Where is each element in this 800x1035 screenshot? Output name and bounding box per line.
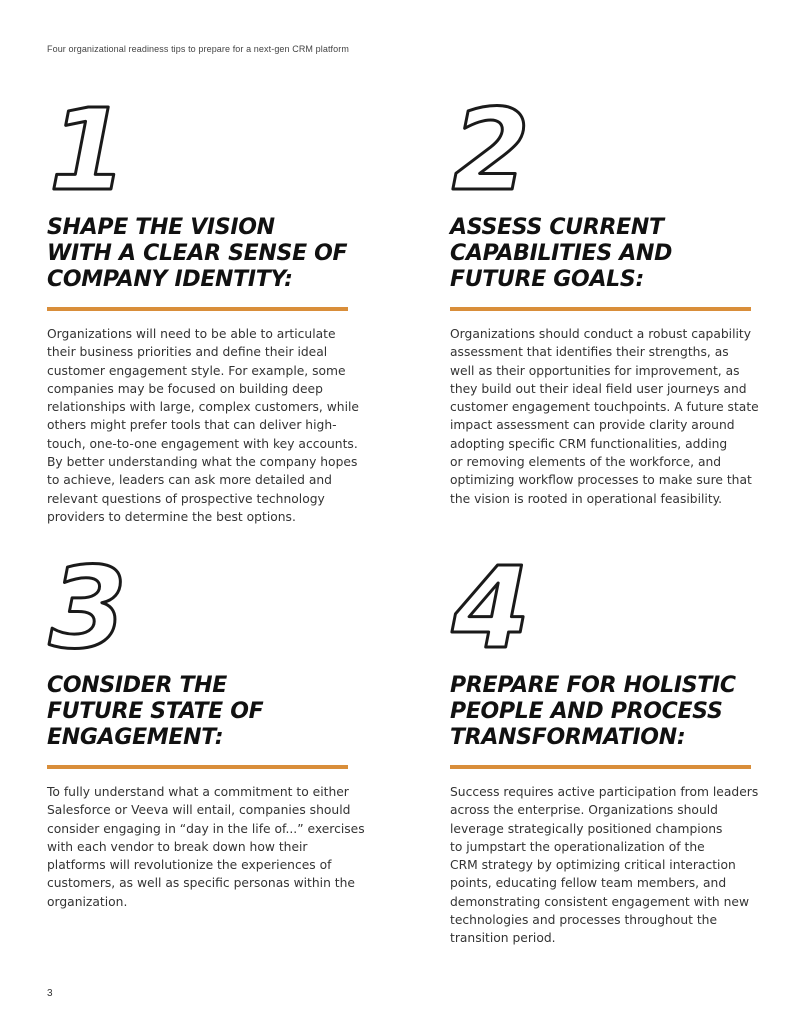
svg-text:3: 3: [49, 553, 127, 653]
tip-rule-4: [450, 765, 751, 769]
tip-number-4: [450, 553, 560, 653]
tip-body-2: Organizations should conduct a robust capability assessment that identifies their strengths, as well as their opportunities for improvement, as they build out their ideal field user journeys and customer engagement touchpoints. A future state impact assessment can provide clarity around adopting specific CRM functionalities, adding or removing elements of the workforce, and optimizing workflow processes to make sure that the vision is rooted in operational feasibility.: [450, 327, 759, 506]
tip-4: [450, 553, 759, 960]
running-header: Four organizational readiness tips to prepare for a next-gen CRM platform: [47, 44, 349, 54]
tip-number-2: [450, 95, 560, 195]
tip-heading-3: CONSIDER THE FUTURE STATE OF ENGAGEMENT:: [47, 673, 264, 750]
svg-text:1: 1: [49, 95, 127, 195]
tip-body-1: Organizations will need to be able to articulate their business priorities and define their ideal customer engagement style. For example, some companies may be focused on building deep relationships with large, complex customers, while others might prefer tools that can deliver high- touch, one-to-one engagement with key accounts. By better understanding what the company hopes to achieve, leaders can ask more detailed and relevant questions of prospective technology providers to determine the best options.: [47, 327, 359, 524]
svg-text:4: 4: [452, 553, 530, 653]
tip-body-3: To fully understand what a commitment to either Salesforce or Veeva will entail, companies should consider engaging in “day in the life of...” exercises with each vendor to break down how their platforms will revolutionize the experiences of customers, as well as specific personas within the organization.: [47, 785, 365, 909]
tip-heading-1: SHAPE THE VISION WITH A CLEAR SENSE OF COMPANY IDENTITY:: [47, 215, 348, 292]
svg-text:2: 2: [452, 95, 530, 195]
tip-heading-4: PREPARE FOR HOLISTIC PEOPLE AND PROCESS TRANSFORMATION:: [450, 673, 736, 750]
tip-1: [47, 95, 359, 539]
tip-2: [450, 95, 759, 520]
tip-number-1: [47, 95, 157, 195]
tip-rule-1: [47, 307, 348, 311]
tip-heading-2: ASSESS CURRENT CAPABILITIES AND FUTURE GOALS:: [450, 215, 673, 292]
tip-rule-2: [450, 307, 751, 311]
page-number: 3: [47, 988, 53, 999]
tip-body-4: Success requires active participation from leaders across the enterprise. Organizations should leverage strategically positioned champions to jumpstart the operationalization of the CRM strategy by optimizing critical interaction points, educating fellow team members, and demonstrating consistent engagement with new technologies and processes throughout the transition period.: [450, 785, 759, 946]
tip-3: [47, 553, 365, 923]
tip-number-3: [47, 553, 157, 653]
tip-rule-3: [47, 765, 348, 769]
